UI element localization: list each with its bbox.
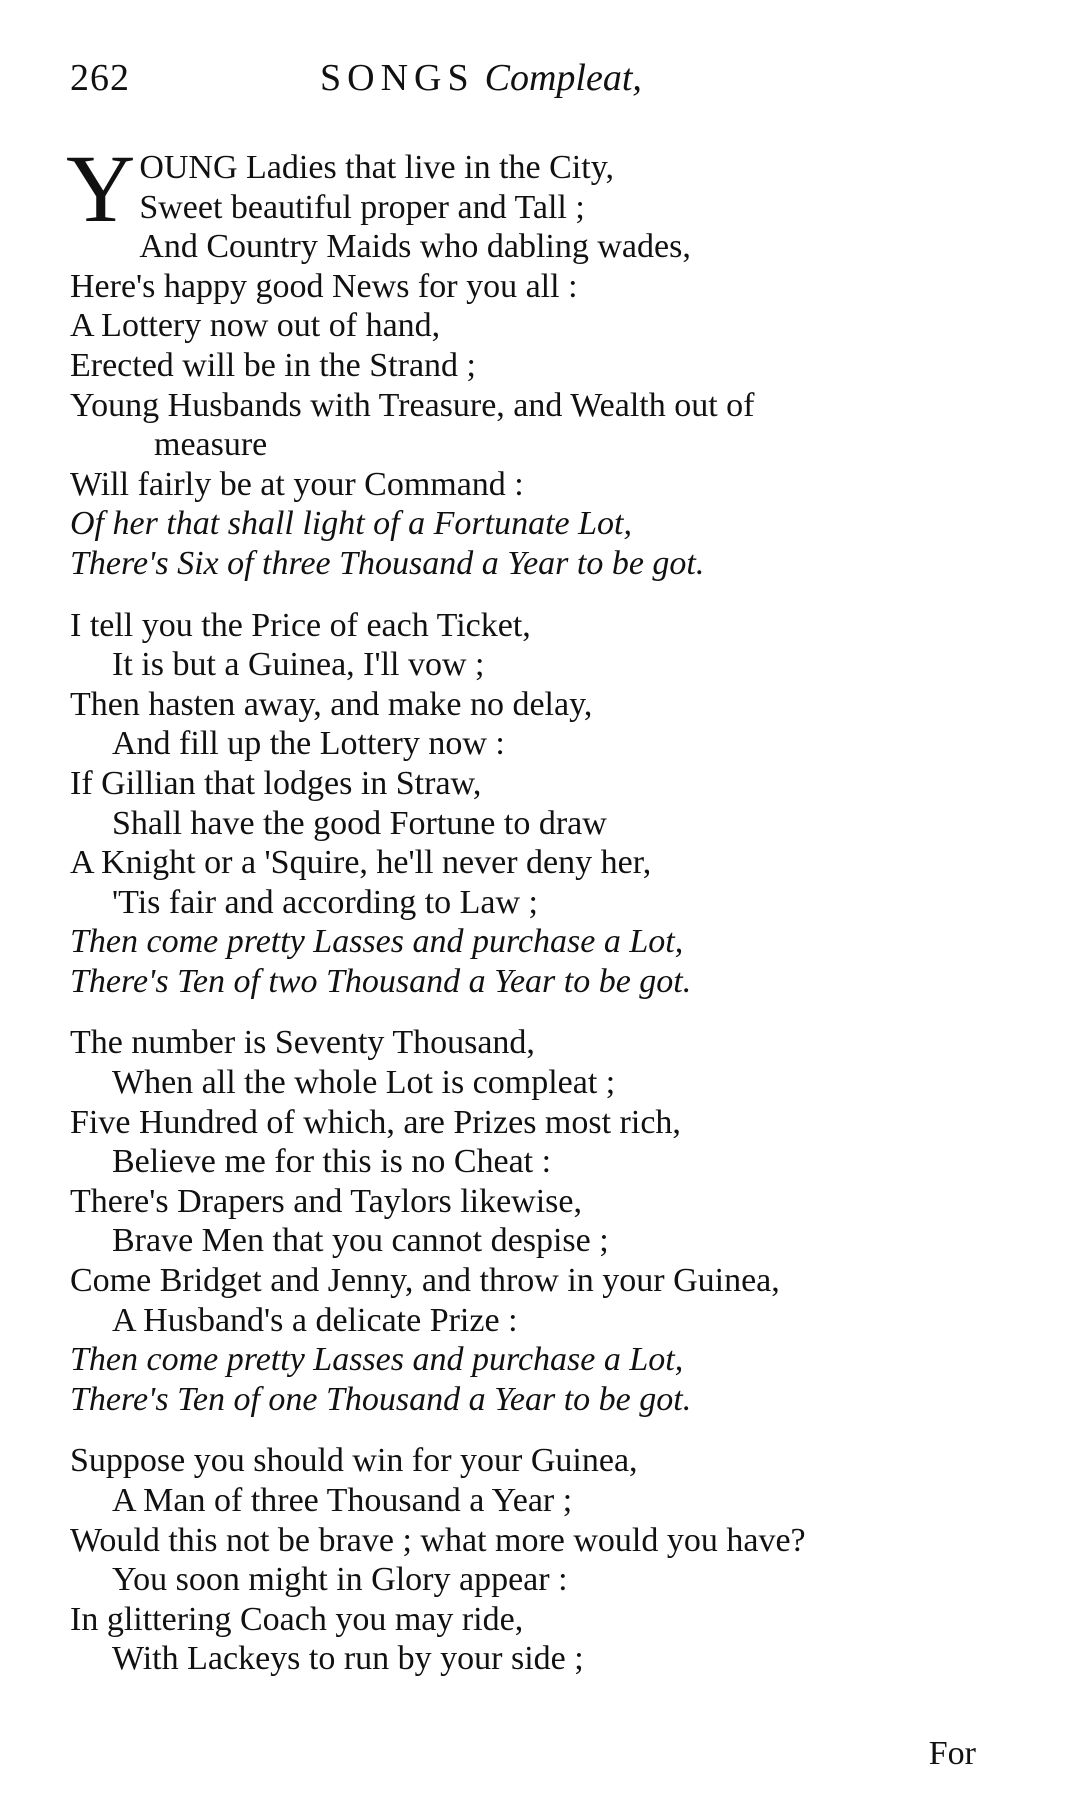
verse-line: When all the whole Lot is compleat ; xyxy=(112,1064,616,1102)
catchword: For xyxy=(928,1735,976,1772)
verse-line: Here's happy good News for you all : xyxy=(70,267,578,305)
verse-line: If Gillian that lodges in Straw, xyxy=(70,764,482,802)
running-head-title: SONGS xyxy=(320,57,475,99)
drop-cap: Y xyxy=(66,135,136,242)
chorus-line: Then come pretty Lasses and purchase a Lot, xyxy=(70,1341,684,1379)
verse-line: Sweet beautiful proper and Tall ; xyxy=(139,188,585,226)
verse-line: In glittering Coach you may ride, xyxy=(70,1600,524,1638)
verse-line: Would this not be brave ; what more would you have? xyxy=(70,1521,806,1559)
verse-line: A Man of three Thousand a Year ; xyxy=(112,1482,573,1519)
verse-line: With Lackeys to run by your side ; xyxy=(112,1640,584,1678)
verse-line: A Lottery now out of hand, xyxy=(70,307,441,345)
verse-line: Brave Men that you cannot despise ; xyxy=(112,1222,609,1260)
page-header xyxy=(70,56,970,106)
verse-line: Will fairly be at your Command : xyxy=(70,465,524,503)
verse-line: Then hasten away, and make no delay, xyxy=(70,685,593,723)
verse-line: And fill up the Lottery now : xyxy=(112,725,505,763)
running-head xyxy=(320,56,642,100)
verse-line: And Country Maids who dabling wades, xyxy=(139,228,691,266)
song-text xyxy=(66,135,970,1701)
verse-line: Shall have the good Fortune to draw xyxy=(112,804,607,842)
verse-line: Come Bridget and Jenny, and throw in your Guinea, xyxy=(70,1262,780,1300)
verse-line: It is but a Guinea, I'll vow ; xyxy=(112,646,485,684)
verse-line: 'Tis fair and according to Law ; xyxy=(112,883,538,921)
verse-line: A Knight or a 'Squire, he'll never deny her, xyxy=(70,844,652,882)
chorus-line: Of her that shall light of a Fortunate Lot, xyxy=(70,505,632,543)
stanza xyxy=(70,1441,970,1679)
verse-line: Five Hundred of which, are Prizes most rich, xyxy=(70,1103,681,1141)
chorus-line: Then come pretty Lasses and purchase a Lot, xyxy=(70,923,684,961)
verse-line: Young Husbands with Treasure, and Wealth out of xyxy=(70,386,755,424)
verse-line: Believe me for this is no Cheat : xyxy=(112,1143,552,1181)
verse-line: The number is Seventy Thousand, xyxy=(70,1024,535,1062)
chorus-line: There's Ten of two Thousand a Year to be got. xyxy=(70,962,692,1000)
verse-line: A Husband's a delicate Prize : xyxy=(112,1301,518,1339)
verse-line: You soon might in Glory appear : xyxy=(112,1561,568,1599)
page-number: 262 xyxy=(70,57,130,99)
verse-line: I tell you the Price of each Ticket, xyxy=(70,606,531,644)
stanza xyxy=(70,606,970,1002)
verse-line: OUNG Ladies that live in the City, xyxy=(139,149,614,186)
verse-line: Suppose you should win for your Guinea, xyxy=(70,1442,638,1480)
stanza xyxy=(70,1023,970,1419)
running-head-subtitle: Compleat, xyxy=(484,57,642,99)
verse-line: Erected will be in the Strand ; xyxy=(70,346,476,384)
chorus-line: There's Six of three Thousand a Year to be got. xyxy=(70,544,705,582)
stanza xyxy=(66,135,970,584)
verse-line: measure xyxy=(154,426,268,464)
chorus-line: There's Ten of one Thousand a Year to be got. xyxy=(70,1380,692,1418)
verse-line: There's Drapers and Taylors likewise, xyxy=(70,1182,583,1220)
